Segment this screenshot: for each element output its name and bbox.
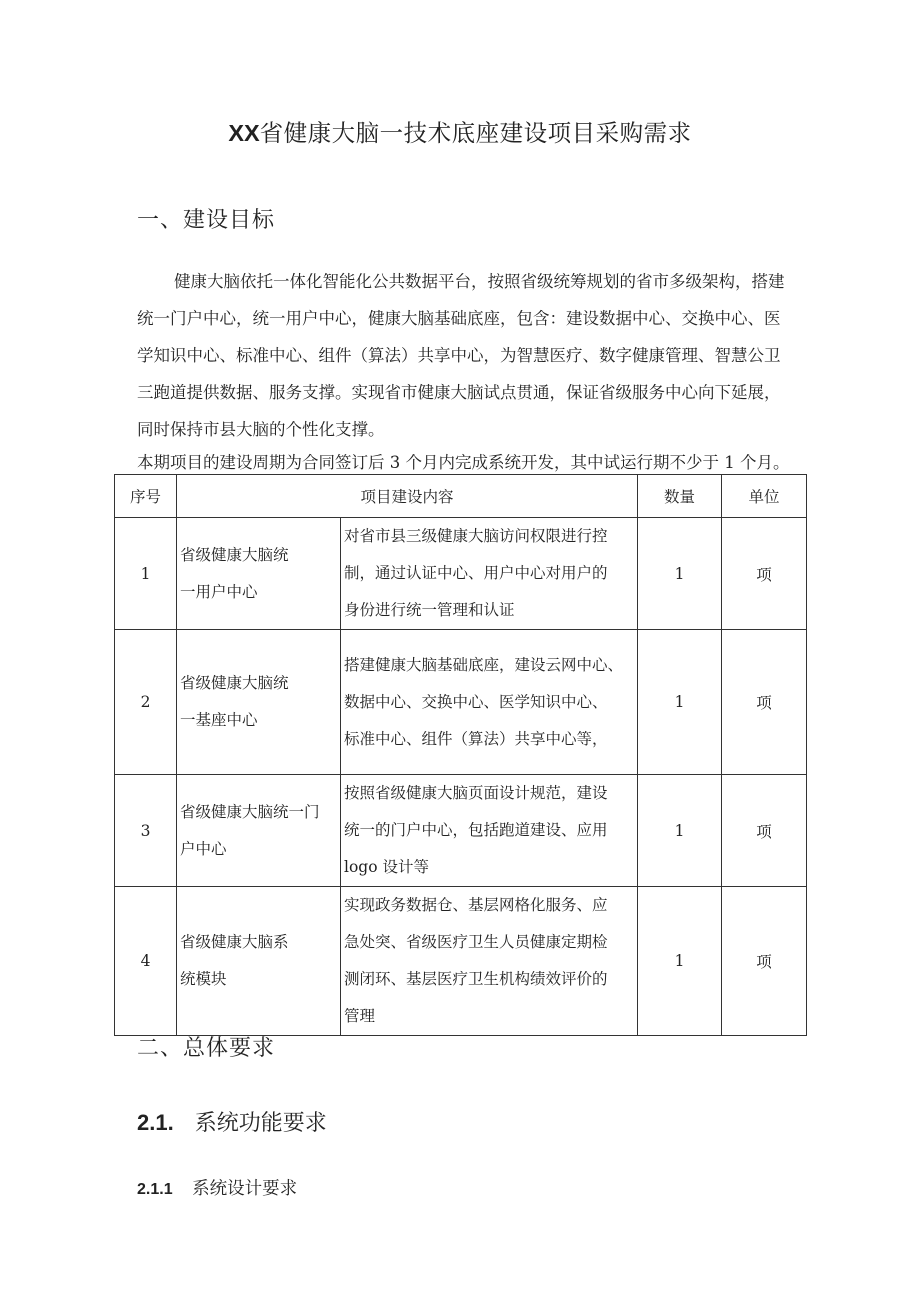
row-name-line: 一用户中心	[180, 582, 258, 601]
section-2-1-heading	[137, 1106, 327, 1137]
table-row	[115, 630, 807, 775]
row-name-line: 统模块	[180, 970, 227, 988]
intro-line: 三跑道提供数据、服务支撑。实现省市健康大脑试点贯通，保证省级服务中心向下延展，	[137, 383, 781, 402]
header-seq: 序号	[115, 475, 177, 518]
row-desc-line: 测闭环、基层医疗卫生机构绩效评价的	[344, 970, 608, 988]
row-desc-line: 数据中心、交换中心、医学知识中心、	[344, 692, 608, 711]
section-2-1-1-title: 系统设计要求	[192, 1179, 298, 1199]
row-desc	[341, 887, 638, 1036]
intro-line: 学知识中心、标准中心、组件（算法）共享中心，为智慧医疗、数字健康管理、智慧公卫	[137, 346, 781, 365]
row-name	[177, 775, 341, 887]
row-qty: 1	[638, 630, 722, 775]
row-desc-line: 对省市县三级健康大脑访问权限进行控	[344, 527, 608, 545]
section-2-1-1-heading	[137, 1175, 297, 1200]
row-name	[177, 887, 341, 1036]
section-2-heading: 二、总体要求	[137, 1036, 276, 1061]
row-desc-line: 急处突、省级医疗卫生人员健康定期检	[344, 933, 608, 951]
row-name-line: 省级健康大脑统	[180, 545, 289, 564]
row-desc	[341, 775, 638, 887]
row-desc-line: 标准中心、组件（算法）共享中心等，	[344, 729, 608, 748]
row-name-line: 省级健康大脑统一门	[180, 802, 320, 821]
row-name-line: 一基座中心	[180, 711, 258, 729]
row-qty: 1	[638, 518, 722, 630]
title-prefix: XX	[228, 120, 260, 146]
project-items-table	[114, 474, 807, 1036]
row-qty: 1	[638, 887, 722, 1036]
section-1-heading: 一、建设目标	[137, 208, 276, 233]
period-statement: 本期项目的建设周期为合同签订后 3 个月内完成系统开发，其中试运行期不少于 1 个月。	[137, 453, 790, 472]
row-seq: 1	[115, 518, 177, 630]
intro-line: 统一门户中心，统一用户中心，健康大脑基础底座，包含：建设数据中心、交换中心、医	[137, 309, 781, 328]
row-seq: 3	[115, 775, 177, 887]
section-2-1-1-number: 2.1.1	[137, 1181, 173, 1198]
intro-line: 健康大脑依托一体化智能化公共数据平台，按照省级统筹规划的省市多级架构，搭建	[174, 272, 785, 291]
row-desc	[341, 630, 638, 775]
section-2-1-title: 系统功能要求	[194, 1111, 327, 1136]
table-header-row	[115, 475, 807, 518]
title-text: 省健康大脑一技术底座建设项目采购需求	[259, 119, 692, 147]
row-unit: 项	[722, 775, 807, 887]
row-qty: 1	[638, 775, 722, 887]
row-name-line: 户中心	[180, 839, 227, 858]
row-desc-line: 管理	[344, 1007, 376, 1025]
row-name-line: 省级健康大脑统	[180, 674, 289, 692]
row-unit: 项	[722, 887, 807, 1036]
row-desc	[341, 518, 638, 630]
row-desc-line: 搭建健康大脑基础底座，建设云网中心、	[344, 655, 624, 674]
row-unit: 项	[722, 518, 807, 630]
document-title	[0, 114, 920, 148]
row-desc-line: 制，通过认证中心、用户中心对用户的	[344, 564, 608, 582]
row-desc-line: logo 设计等	[344, 858, 429, 876]
table-row	[115, 887, 807, 1036]
header-content: 项目建设内容	[177, 475, 638, 518]
intro-line: 同时保持市县大脑的个性化支撑。	[137, 420, 385, 439]
section-2-1-number: 2.1.	[137, 1110, 174, 1135]
row-name-line: 省级健康大脑系	[180, 933, 289, 951]
table-row	[115, 518, 807, 630]
table-row	[115, 775, 807, 887]
header-qty: 数量	[638, 475, 722, 518]
row-name	[177, 518, 341, 630]
row-desc-line: 身份进行统一管理和认证	[344, 601, 515, 619]
row-desc-line: 实现政务数据仓、基层网格化服务、应	[344, 896, 608, 914]
row-seq: 4	[115, 887, 177, 1036]
row-seq: 2	[115, 630, 177, 775]
row-name	[177, 630, 341, 775]
row-unit: 项	[722, 630, 807, 775]
row-desc-line: 统一的门户中心，包括跑道建设、应用	[344, 821, 608, 839]
header-unit: 单位	[722, 475, 807, 518]
row-desc-line: 按照省级健康大脑页面设计规范，建设	[344, 784, 608, 802]
